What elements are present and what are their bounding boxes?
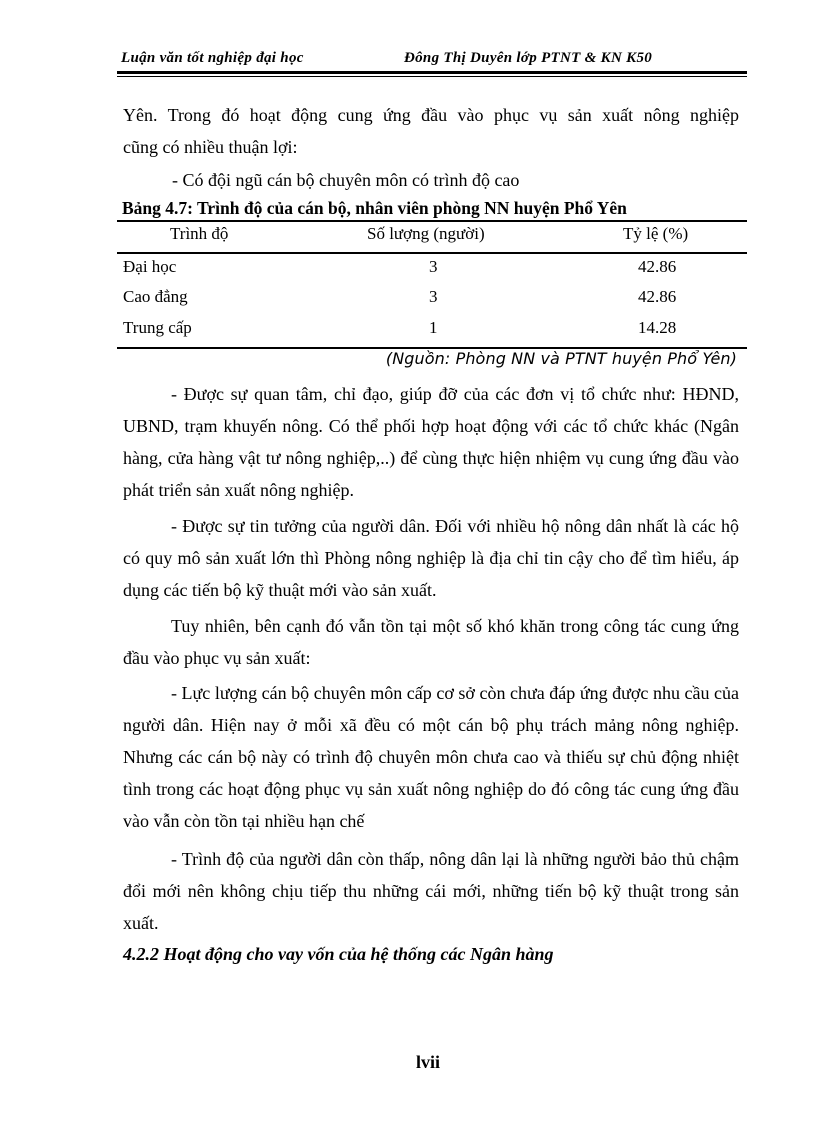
table-top-rule — [117, 220, 747, 222]
paragraph-farmer-level: - Trình độ của người dân còn thấp, nông dân lại là những người bảo thủ chậm đổi mới nên không chịu tiếp thu những cái mới, những tiến bộ kỹ thuật trong sản xuất. — [123, 849, 739, 933]
header-thesis-title: Luận văn tốt nghiệp đại học — [121, 50, 304, 66]
table-cell-count: 1 — [429, 318, 438, 337]
table-cell-level: Cao đẳng — [123, 287, 188, 306]
table-cell-ratio: 14.28 — [638, 318, 677, 337]
header-author: Đông Thị Duyên lớp PTNT & KN K50 — [404, 50, 653, 66]
table-cell-count: 3 — [429, 287, 438, 306]
table-header-count: Số lượng (người) — [367, 224, 485, 243]
paragraph-difficulties: Tuy nhiên, bên cạnh đó vẫn tồn tại một số khó khăn trong công tác cung ứng đầu vào phục vụ sản xuất: — [123, 616, 739, 668]
table-header-rule — [117, 252, 747, 254]
table-cell-ratio: 42.86 — [638, 257, 677, 276]
intro-line-1: Yên. Trong đó hoạt động cung ứng đầu vào phục vụ sản xuất nông nghiệp — [123, 105, 739, 125]
table-cell-level: Trung cấp — [123, 318, 192, 337]
section-heading: 4.2.2 Hoạt động cho vay vốn của hệ thống các Ngân hàng — [123, 944, 554, 964]
paragraph-support: - Được sự quan tâm, chỉ đạo, giúp đỡ của các đơn vị tổ chức như: HĐND, UBND, trạm khuyến nông. Có thể phối hợp hoạt động với các tổ chức khác (Ngân hàng, cửa hàng vật tư nông nghiệp,..) để cùng thực hiện nhiệm vụ cung ứng đầu vào phát triển sản xuất nông nghiệp. — [123, 384, 739, 500]
table-cell-ratio: 42.86 — [638, 287, 677, 306]
paragraph-trust: - Được sự tin tưởng của người dân. Đối với nhiều hộ nông dân nhất là các hộ có quy mô sản xuất lớn thì Phòng nông nghiệp là địa chỉ tin cậy cho để tìm hiểu, áp dụng các tiến bộ kỹ thuật mới vào sản xuất. — [123, 516, 739, 600]
page-number: lvii — [415, 1052, 440, 1072]
intro-line-2: cũng có nhiều thuận lợi: — [123, 137, 298, 157]
table-header-ratio: Tỷ lệ (%) — [623, 224, 689, 243]
bullet-staff: - Có đội ngũ cán bộ chuyên môn có trình độ cao — [172, 170, 520, 190]
running-header — [121, 46, 747, 70]
header-rule-thin — [117, 76, 747, 77]
table-cell-level: Đại học — [123, 257, 177, 276]
header-rule — [117, 71, 747, 74]
table-cell-count: 3 — [429, 257, 438, 276]
paragraph-staff-limits: - Lực lượng cán bộ chuyên môn cấp cơ sở còn chưa đáp ứng được nhu cầu của người dân. Hiện nay ở mỗi xã đều có một cán bộ phụ trách mảng nông nghiệp. Nhưng các cán bộ này có trình độ chuyên môn chưa cao và thiếu sự chủ động nhiệt tình trong các hoạt động phục vụ sản xuất nông nghiệp do đó công tác cung ứng đầu vào vẫn còn tồn tại nhiều hạn chế — [123, 683, 739, 831]
table-caption: Bảng 4.7: Trình độ của cán bộ, nhân viên phòng NN huyện Phổ Yên — [122, 198, 627, 218]
table-source: (Nguồn: Phòng NN và PTNT huyện Phổ Yên) — [385, 349, 737, 368]
table-header-level: Trình độ — [170, 224, 229, 243]
